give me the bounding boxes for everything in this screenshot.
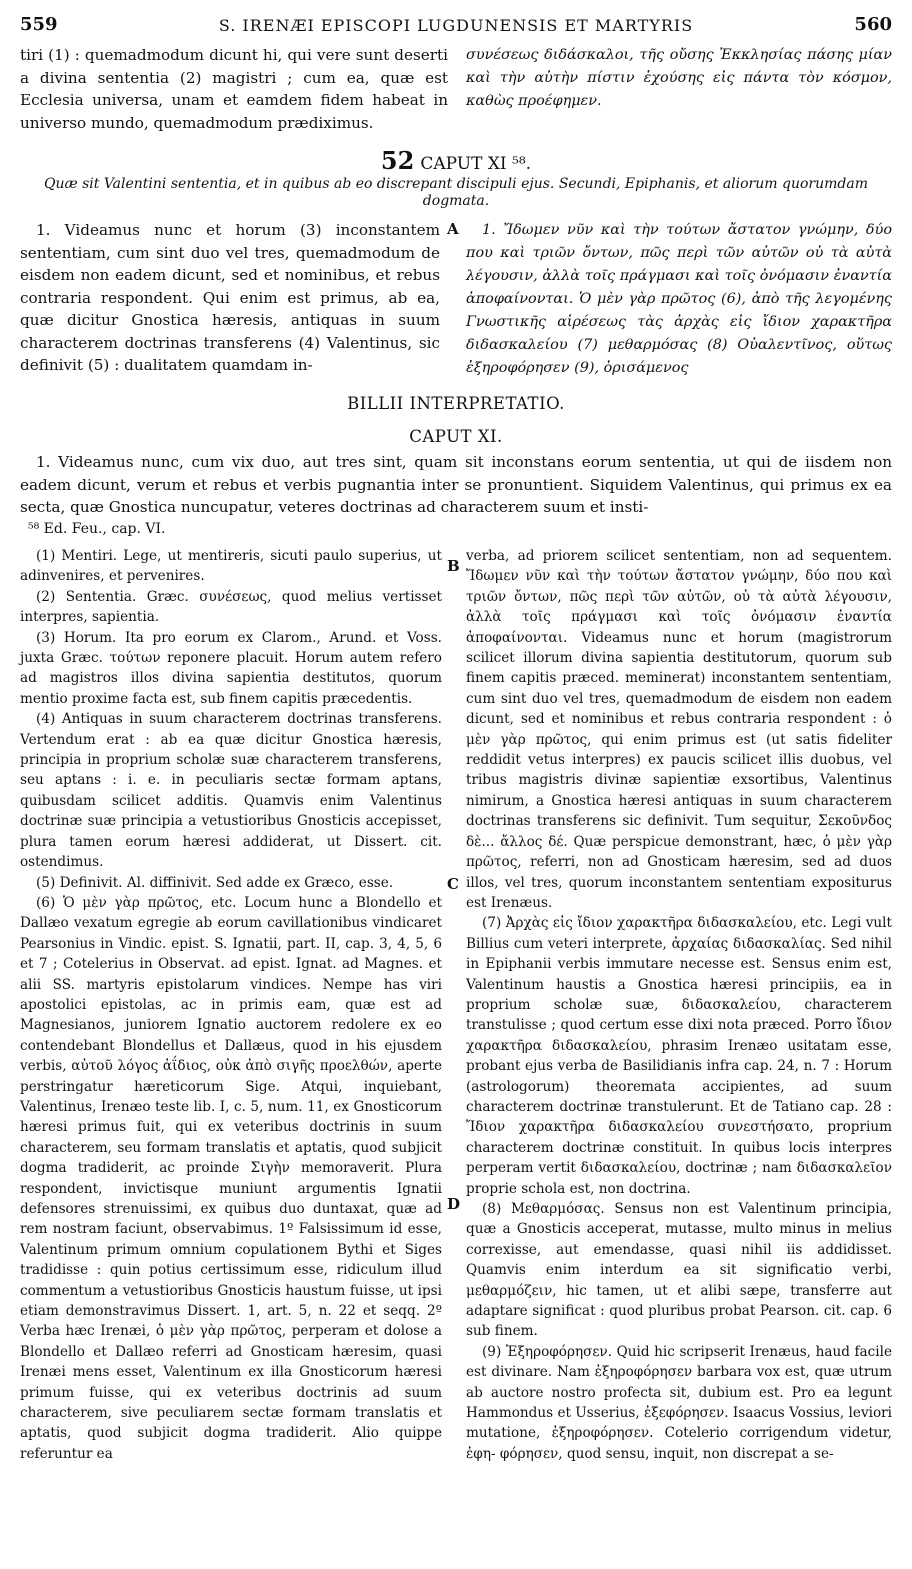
chapter-heading: [20, 146, 892, 175]
page-number-left: 559: [20, 14, 58, 35]
chapter-summary: Quæ sit Valentini sententia, et in quibus ab eo discrepant discipuli ejus. Secundi, Epiphanis, et aliorum quorumdam dogmata.: [44, 176, 868, 209]
note-6: (6) Ὁ μὲν γὰρ πρῶτος, etc. Locum hunc a Blondello et Dallæo vexatum egregie ab eorum cavillationibus vindicaret Pearsonius in Vindic. epist. S. Ignatii, part. II, cap. 3, 4, 5, 6 et 7 ; Cotelerius in Observat. ad epist. Ignat. ad Magnes. et alii SS. martyris epistolarum vindices. Nempe has viri apostolici epistolas, ac in primis eam, quæ est ad Magnesianos, juniorem Ignatio auctorem redolere ex eo contendebant Blondellus et Dallæus, quod in his ejusdem verbis, αὐτοῦ λόγος ἀΐδιος, οὐκ ἀπὸ σιγῆς προελθών, aperte perstringatur hæreticorum Sige. Atqui, inquiebant, Valentinus, Irenæo teste lib. I, c. 5, num. 11, ex Gnosticorum hæresi primus fuit, qui ex veteribus doctrinis in suum characterem, seu formam translatis et aptatis, quod subjicit dogma tradiderit, ac proinde Σιγὴν memoraverit. Plura respondent, invictisque muniunt argumentis Ignatii defensores strenuissimi, ex quibus duo duntaxat, quæ ad rem nostram faciunt, observabimus. 1º Falsissimum id esse, Valentinum primum omnium copulationem Bythi et Siges tradidisse : quin potius certissimum esse, ridiculum illud commentum a vetustioribus Gnosticis haustum fuisse, ut ipsi etiam demonstravimus Dissert. 1, art. 5, n. 22 et seqq. 2º Verba hæc Irenæi, ὁ μὲν γὰρ πρῶτος, perperam et dolose a Blondello et Dallæo referri ad Gnosticam hæresim, quasi Irenæi mens esset, Valentinum ex illa Gnosticorum hæresi primum fuisse, qui ex veteribus doctrinis ad suum characterem, sive peculiarem sectæ formam translatis et aptatis, quod subjicit dogma tradiderit. Alio quippe referuntur ea: [20, 894, 442, 1462]
note-3: (3) Horum. Ita pro eorum ex Clarom., Arund. et Voss. juxta Græc. τούτων reponere placuit. Horum autem refero ad magistros illos divina sapientia destitutos, quorum mentio proxime facta est, sub finem capitis præcedentis.: [20, 629, 442, 707]
section1-greek: [466, 219, 892, 380]
margin-letter-c: C: [447, 875, 459, 893]
note-8: (8) Μεθαρμόσας. Sensus non est Valentinum principia, quæ a Gnosticis acceperat, mutasse, multo minus in melius correxisse, aut emendasse, quasi nihil iis addidisset. Quamvis enim interdum ea sit significatio verbi, μεθαρμόζειν, hic tamen, ut et alibi sæpe, transferre aut adaptare significat : quod pluribus probat Pearson. cit. cap. 6 sub finem.: [466, 1201, 892, 1340]
margin-letter-b: B: [447, 557, 460, 575]
note-6-continued: verba, ad priorem scilicet sententiam, non ad sequentem. Ἴδωμεν νῦν καὶ τὴν τούτων ἄστατον γνώμην, δύο που καὶ τριῶν ὄντων, πῶς περὶ τῶν αὐτῶν, οὐ τὰ αὐτὰ λέγουσιν, ἀλλὰ τοῖς πράγμασι καὶ τοῖς ὀνόμασιν ἐναντία ἀποφαίνονται. Videamus nunc et horum (magistrorum scilicet illorum divina sapientia destitutorum, quorum sub finem capitis præced. meminerat) inconstantem sententiam, cum sint duo vel tres, quemadmodum de eisdem non eadem dicunt, sed et nominibus et rebus contraria respondent : ὁ μὲν γὰρ πρῶτος, qui enim primus est (ut satis fideliter reddidit vetus interpres) ex paucis scilicet illis duobus, vel tribus magistris divinæ sapientiæ exsortibus, Valentinus nimirum, a Gnostica hæresi antiquas in suum characterem doctrinas transferens sic definivit. Tum sequitur, Σεκοῦνδος δὲ... ἄλλος δέ. Quæ perspicue demonstrant, hæc, ὁ μὲν γὰρ πρῶτος, referri, non ad Gnosticam hæresim, sed ad duos illos, vel tres, quorum inconstantem sententiam expositurus est Irenæus.: [466, 548, 892, 911]
margin-letter-d: D: [447, 1195, 461, 1213]
top-greek-paragraph: [466, 44, 892, 113]
page-number-right: 560: [854, 14, 892, 35]
billii-heading: BILLII INTERPRETATIO.: [347, 394, 565, 413]
billii-text-block: [20, 451, 892, 519]
top-greek-text: συνέσεως διδάσκαλοι, τῆς οὔσης Ἐκκλησίας πάσης μίαν καὶ τὴν αὐτὴν πίστιν ἐχούσης εἰς πάντα τὸν κόσμον, καθὼς προέφημεν.: [466, 47, 892, 109]
billii-caput: CAPUT XI.: [409, 427, 503, 446]
chapter-title: CAPUT XI ⁵⁸.: [420, 154, 532, 174]
top-latin-text: tiri (1) : quemadmodum dicunt hi, qui vere sunt deserti a divina sententia (2) magistri ; cum ea, quæ est Ecclesia universa, unam et eamdem fidem habeat in universo mundo, quemadmodum prædiximus.: [20, 46, 448, 132]
note-9: (9) Ἐξηροφόρησεν. Quid hic scripserit Irenæus, haud facile est divinare. Nam ἐξηροφόρησεν barbara vox est, quæ utrum ab auctore nostro profecta sit, dubium est. Pro ea legunt Hammondus et Usserius, ἐξεφόρησεν. Isaacus Vossius, leviori mutatione, ἐξηροφόρησεν. Cotelerio corrigendum videtur, ἐφη- φόρησεν, quod sensu, inquit, non discrepat a se-: [466, 1343, 892, 1462]
section1-latin: [20, 219, 440, 377]
section1-greek-text: 1. Ἴδωμεν νῦν καὶ τὴν τούτων ἄστατον γνώμην, δύο που καὶ τριῶν ὄντων, πῶς περὶ τῶν αὐτῶν οὐ τὰ αὐτὰ λέγουσιν, ἀλλὰ τοῖς πράγμασι καὶ τοῖς ὀνόμασιν ἐναντία ἀποφαίνονται. Ὁ μὲν γὰρ πρῶτος (6), ἀπὸ τῆς λεγομένης Γνωστικῆς αἱρέσεως τὰς ἀρχὰς εἰς ἴδιον χαρακτῆρα διδασκαλείου (7) μεθαρμόσας (8) Οὐαλεντῖνος, οὕτως ἐξηροφόρησεν (9), ὁρισάμενος: [466, 222, 892, 376]
margin-letter-a: A: [447, 220, 459, 238]
running-header: [20, 14, 892, 40]
note-1: (1) Mentiri. Lege, ut mentireris, sicuti paulo superius, ut adinvenires, et pervenires.: [20, 548, 442, 585]
note-7: (7) Ἀρχὰς εἰς ἴδιον χαρακτῆρα διδασκαλείου, etc. Legi vult Billius cum veteri interprete, ἀρχαίας διδασκαλίας. Sed nihil in Epiphanii verbis immutare necesse est. Sensus enim est, Valentinum haustis a Gnostica hæresi principiis, ea in proprium scholæ suæ, διδασκαλείου, characterem transtulisse ; quod certum esse dixi nota præced. Porro ἴδιον χαρακτῆρα διδασκαλείου, phrasim Irenæo usitatam esse, probant ejus verba de Basilidianis infra cap. 24, n. 7 : Horum (astrologorum) theoremata accipientes, ad suum characterem doctrinæ transtulerunt. Et de Tatiano cap. 28 : Ἴδιον χαρακτῆρα διδασκαλείου συνεστήσατο, proprium characterem doctrinæ constituit. In quibus locis interpres perperam vertit διδασκαλείου, doctrinæ ; nam διδασκαλεῖον proprie schola est, non doctrina.: [466, 915, 892, 1197]
chapter-number: 52: [380, 146, 415, 175]
section1-latin-text: 1. Videamus nunc et horum (3) inconstantem sententiam, cum sint duo vel tres, quemadmodum de eisdem non eadem dicunt, sed et nominibus, et rebus contraria respondent. Qui enim est primus, ab ea, quæ dicitur Gnostica hæresis, antiquas in suum characterem doctrinas transferens (4) Valentinus, sic definivit (5) : dualitatem quamdam in-: [20, 221, 440, 374]
note-5: (5) Definivit. Al. diffinivit. Sed adde ex Græco, esse.: [36, 874, 394, 891]
billii-text: 1. Videamus nunc, cum vix duo, aut tres sint, quam sit inconstans eorum sententia, ut qui de iisdem non eadem dicunt, verum et rebus et verbis pugnantia inter se pronuntient. Siquidem Valentinus, qui primus ex ea secta, quæ Gnostica nuncupatur, veteres doctrinas ad characterem suum et insti-: [20, 453, 892, 516]
running-title: S. IRENÆI EPISCOPI LUGDUNENSIS ET MARTYRIS: [218, 16, 694, 35]
note-2: (2) Sententia. Græc. συνέσεως, quod melius vertisset interpres, sapientia.: [20, 588, 442, 626]
note-4: (4) Antiquas in suum characterem doctrinas transferens. Vertendum erat : ab ea quæ dicitur Gnostica hæresis, principia in proprium scholæ suæ characterem transferens, seu aptans : i. e. in peculiaris sectæ formam aptans, quibusdam scilicet additis. Quamvis enim Valentinus doctrinæ suæ principia a vetustioribus Gnosticis accepisset, plura tamen eorum hæresi addiderat, ut Dissert. cit. ostendimus.: [20, 711, 442, 871]
notes-right-column: [466, 546, 892, 1464]
notes-left-column: [20, 546, 442, 1464]
edition-note: ⁵⁸ Ed. Feu., cap. VI.: [28, 521, 166, 537]
top-latin-paragraph: [20, 44, 448, 134]
